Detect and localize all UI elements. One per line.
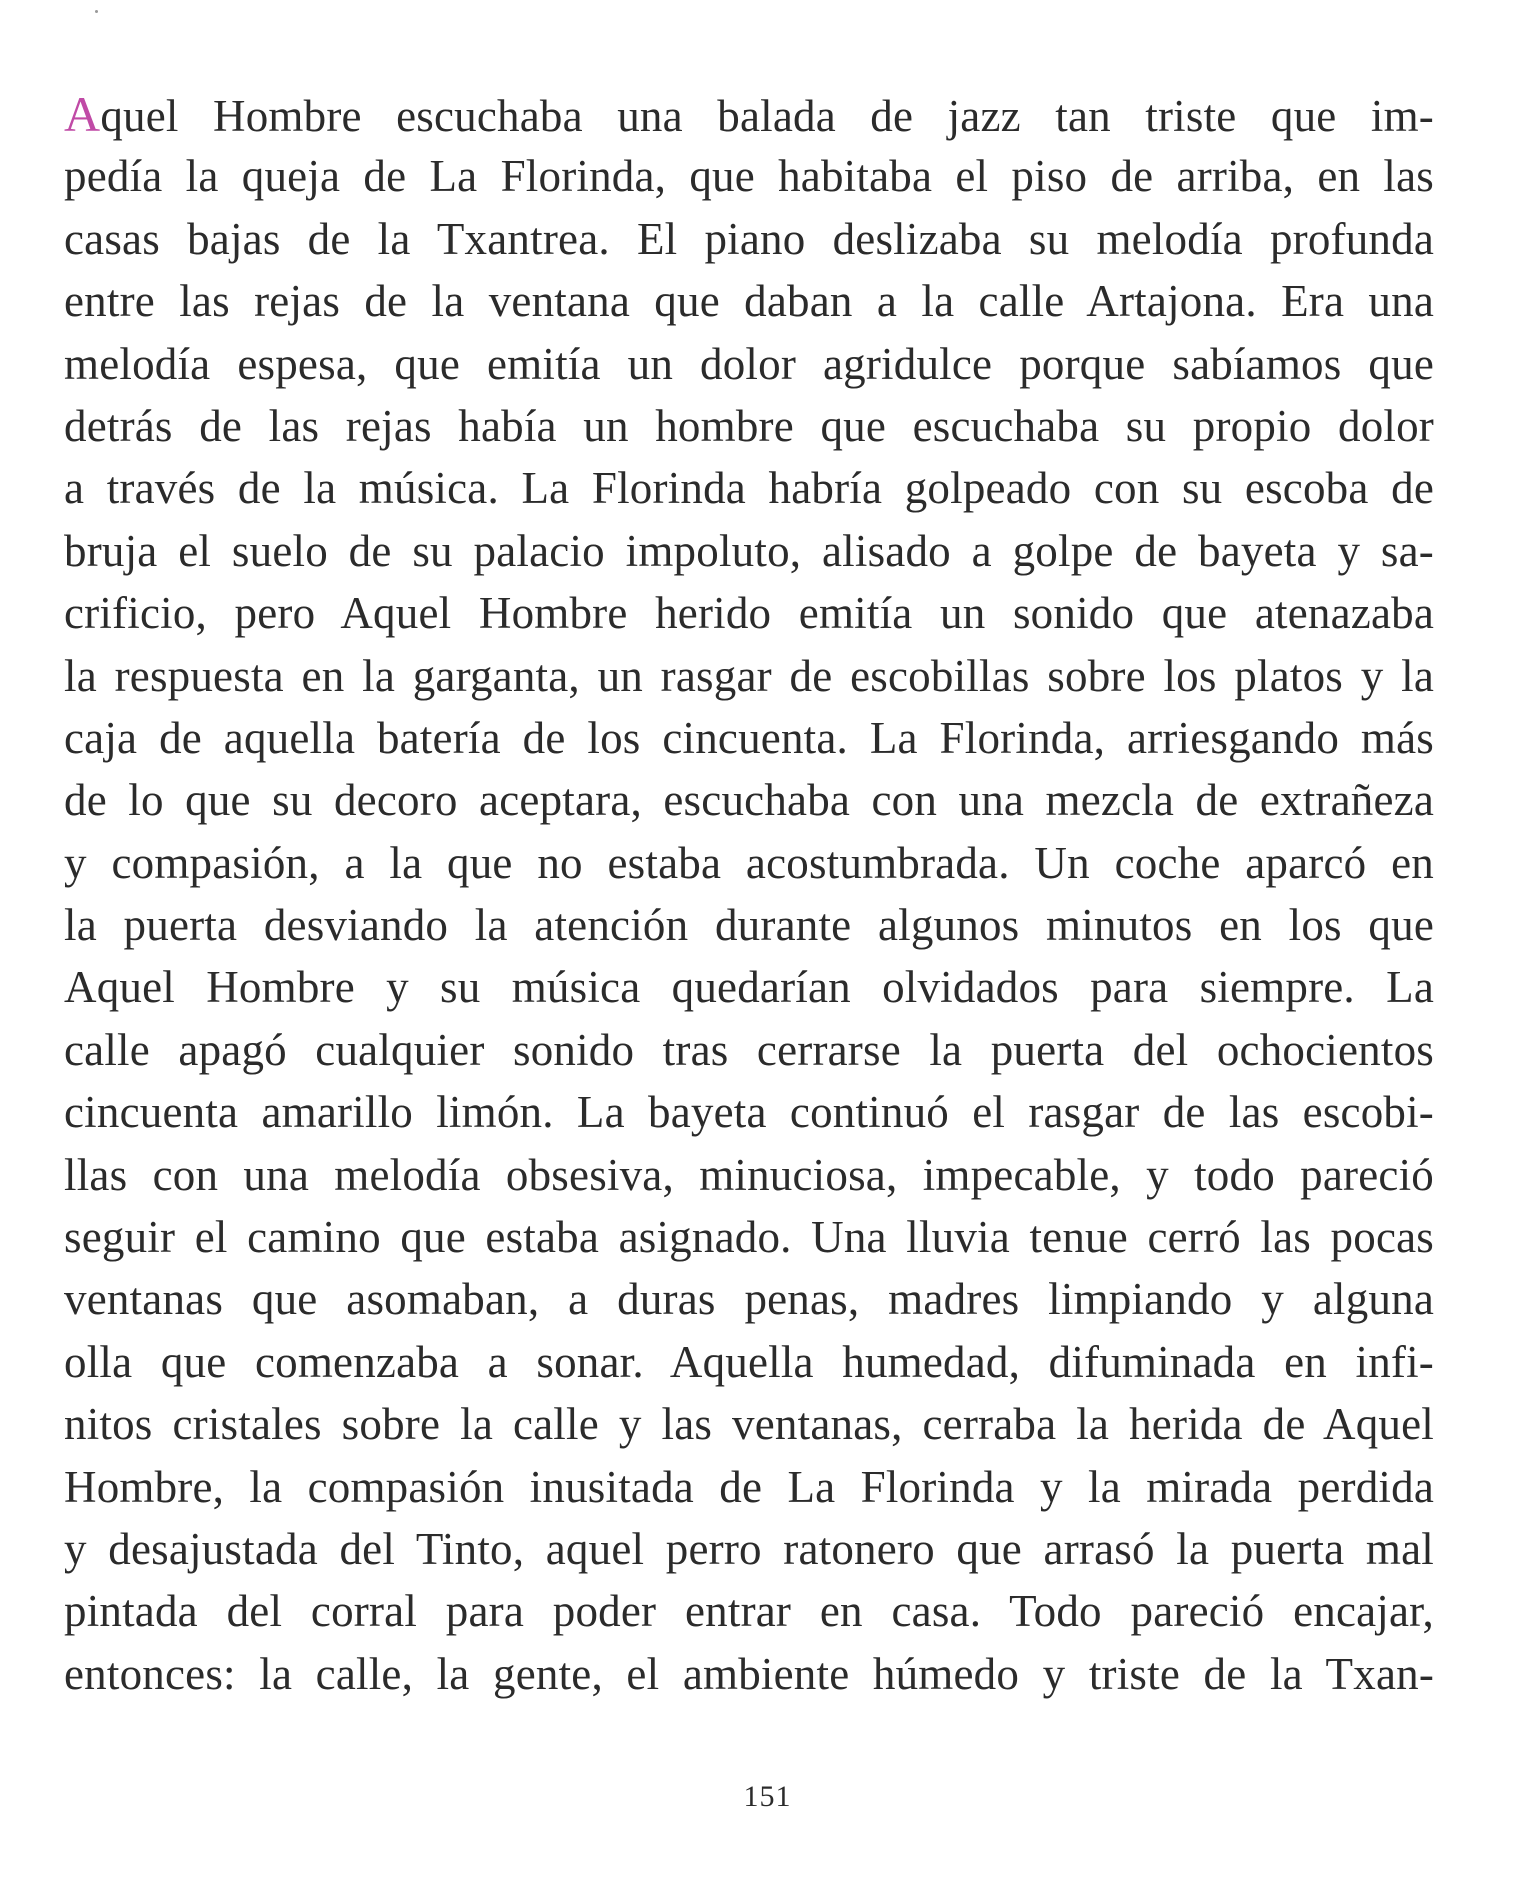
text-line: la respuesta en la garganta, un rasgar de escobillas sobre los platos y la [64,650,1434,701]
text-line: melodía espesa, que emitía un dolor agridulce porque sabíamos que [64,338,1434,389]
page-number: 151 [743,1780,792,1813]
text-line: Hombre, la compasión inusitada de La Florinda y la mirada perdida [64,1461,1434,1512]
text-line: la puerta desviando la atención durante algunos minutos en los que [64,900,1434,951]
text-line-content: quel Hombre escuchaba una balada de jazz tan triste que im- [100,91,1434,141]
scan-speck [95,10,98,13]
text-line: nitos cristales sobre la calle y las ventanas, cerraba la herida de Aquel [64,1399,1434,1450]
text-line: bruja el suelo de su palacio impoluto, alisado a golpe de bayeta y sa- [64,525,1434,576]
text-line: cincuenta amarillo limón. La bayeta continuó el rasgar de las escobi- [64,1087,1434,1138]
text-line: calle apagó cualquier sonido tras cerrarse la puerta del ochocientos [64,1024,1434,1075]
text-line: de lo que su decoro aceptara, escuchaba con una mezcla de extrañeza [64,775,1434,826]
text-line: llas con una melodía obsesiva, minuciosa, impecable, y todo pareció [64,1149,1434,1200]
dropcap: A [64,86,101,142]
text-line: ventanas que asomaban, a duras penas, madres limpiando y alguna [64,1274,1434,1325]
text-line: Aquel Hombre y su música quedarían olvidados para siempre. La [64,962,1434,1013]
text-line: olla que comenzaba a sonar. Aquella humedad, difuminada en infi- [64,1336,1434,1387]
text-line: entonces: la calle, la gente, el ambiente húmedo y triste de la Txan- [64,1648,1434,1699]
text-line: entre las rejas de la ventana que daban a la calle Artajona. Era una [64,276,1434,327]
body-text [64,83,1434,1705]
text-line [64,83,1434,145]
text-line: caja de aquella batería de los cincuenta. La Florinda, arriesgando más [64,712,1434,763]
text-line: y desajustada del Tinto, aquel perro ratonero que arrasó la puerta mal [64,1523,1434,1574]
text-line: y compasión, a la que no estaba acostumbrada. Un coche aparcó en [64,837,1434,888]
text-line: crificio, pero Aquel Hombre herido emitía un sonido que atenazaba [64,588,1434,639]
text-line: a través de la música. La Florinda habría golpeado con su escoba de [64,463,1434,514]
text-line: casas bajas de la Txantrea. El piano deslizaba su melodía profunda [64,213,1434,264]
text-line: seguir el camino que estaba asignado. Una lluvia tenue cerró las pocas [64,1212,1434,1263]
text-line: detrás de las rejas había un hombre que escuchaba su propio dolor [64,400,1434,451]
text-line: pintada del corral para poder entrar en casa. Todo pareció encajar, [64,1586,1434,1637]
text-line: pedía la queja de La Florinda, que habitaba el piso de arriba, en las [64,151,1434,202]
